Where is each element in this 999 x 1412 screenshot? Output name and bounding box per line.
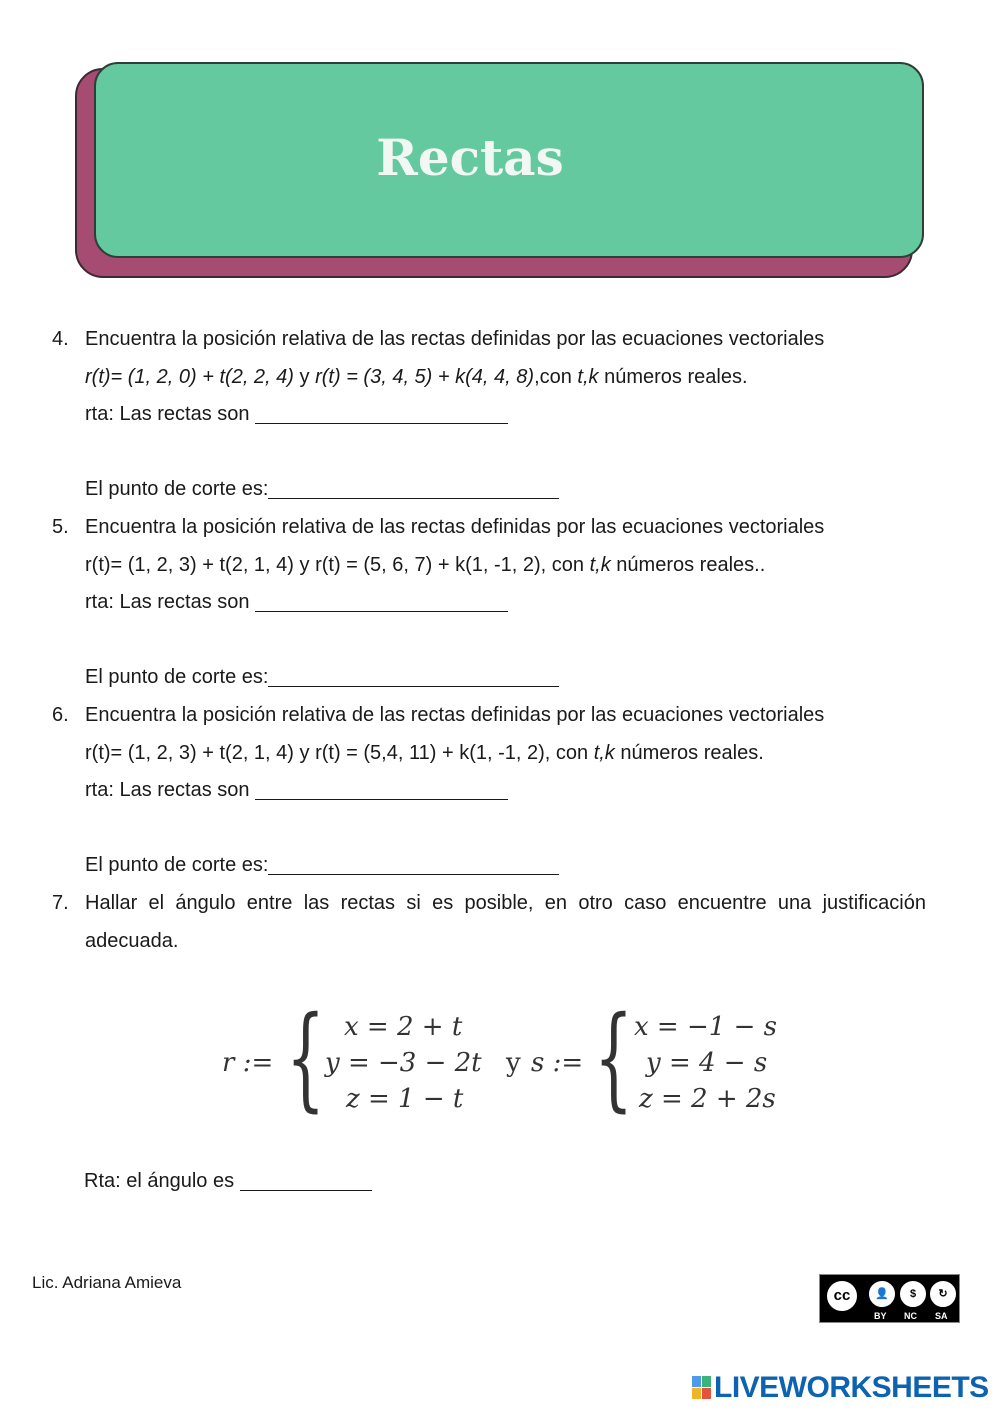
liveworksheets-tiles-icon <box>692 1376 712 1400</box>
cut-point-blank[interactable] <box>268 854 559 875</box>
exercise-number: 5. <box>52 516 69 538</box>
r-row-x: x = 2 + t <box>344 1012 463 1042</box>
exercise-number: 6. <box>52 704 69 726</box>
page-title: Rectas <box>376 128 564 187</box>
exercise-intro: Encuentra la posición relativa de las rectas definidas por las ecuaciones vectoriales <box>85 704 825 726</box>
sa-label: SA <box>935 1311 948 1321</box>
angle-answer-blank[interactable] <box>240 1170 372 1191</box>
equation-connector: y <box>293 365 316 388</box>
cc-license-badge <box>819 1274 960 1323</box>
answer-label: rta: Las rectas son <box>85 403 256 426</box>
exercise-number: 7. <box>52 892 69 914</box>
vars-suffix: números reales. <box>614 741 764 764</box>
nc-label: NC <box>904 1311 917 1321</box>
exercise-5 <box>52 509 926 697</box>
s-row-x: x = −1 − s <box>634 1012 777 1042</box>
r-label: r := <box>222 1048 274 1078</box>
cc-icon: cc <box>824 1278 860 1314</box>
equation-2: r(t) = (3, 4, 5) + k(4, 4, 8) <box>315 365 535 388</box>
exercise-text: Hallar el ángulo entre las rectas si es posible, en otro caso encuentre una justificación adecuada. <box>85 892 926 952</box>
vars-suffix: números reales. <box>598 365 748 388</box>
cut-point-label: El punto de corte es: <box>85 666 269 689</box>
answer-label: rta: Las rectas son <box>85 591 256 614</box>
exercise-number: 4. <box>52 328 69 350</box>
cut-point-blank[interactable] <box>268 478 559 499</box>
nc-icon: $ <box>898 1279 928 1309</box>
vars-suffix: números reales.. <box>610 553 766 576</box>
cut-point-label: El punto de corte es: <box>85 478 269 501</box>
exercise-6 <box>52 697 926 885</box>
cut-point-blank[interactable] <box>268 666 559 687</box>
exercise-intro: Encuentra la posición relativa de las rectas definidas por las ecuaciones vectoriales <box>85 516 825 538</box>
by-icon: 👤 <box>867 1279 897 1309</box>
parameter-vars: t,k <box>577 365 599 388</box>
answer-label: rta: Las rectas son <box>85 779 256 802</box>
angle-answer-label: Rta: el ángulo es <box>84 1170 240 1192</box>
author: Lic. Adriana Amieva <box>32 1273 182 1292</box>
exercise-intro: Encuentra la posición relativa de las rectas definidas por las ecuaciones vectoriales <box>85 328 825 350</box>
exercise-equations: r(t)= (1, 2, 3) + t(2, 1, 4) y r(t) = (5,4, 11) + k(1, -1, 2), con <box>85 741 594 764</box>
exercise-4 <box>52 321 926 509</box>
by-label: BY <box>874 1311 887 1321</box>
vars-prefix: ,con <box>534 365 578 388</box>
exercise-equations <box>85 359 926 397</box>
parameter-vars: t,k <box>593 741 615 764</box>
r-row-y: y = −3 − 2t <box>325 1048 482 1078</box>
line-equations-system <box>222 993 802 1130</box>
sa-icon: ↻ <box>928 1279 958 1309</box>
equation-1: r(t)= (1, 2, 0) + t(2, 2, 4) <box>85 365 294 388</box>
r-row-z: z = 1 − t <box>346 1084 464 1114</box>
cut-point-label: El punto de corte es: <box>85 854 269 877</box>
s-row-y: y = 4 − s <box>646 1048 768 1078</box>
answer-blank[interactable] <box>255 403 508 424</box>
answer-blank[interactable] <box>255 591 508 612</box>
answer-blank[interactable] <box>255 779 508 800</box>
parameter-vars: t,k <box>589 553 611 576</box>
r-brace: { <box>286 993 326 1123</box>
exercise-equations: r(t)= (1, 2, 3) + t(2, 1, 4) y r(t) = (5, 6, 7) + k(1, -1, 2), con <box>85 553 590 576</box>
angle-answer <box>84 1170 372 1193</box>
system-connector: y <box>506 1048 521 1078</box>
exercise-7 <box>52 885 926 960</box>
s-brace: { <box>594 993 634 1123</box>
s-label: s := <box>531 1048 584 1078</box>
s-row-z: z = 2 + 2s <box>639 1084 776 1114</box>
liveworksheets-brand: LIVEWORKSHEETS <box>714 1371 989 1404</box>
